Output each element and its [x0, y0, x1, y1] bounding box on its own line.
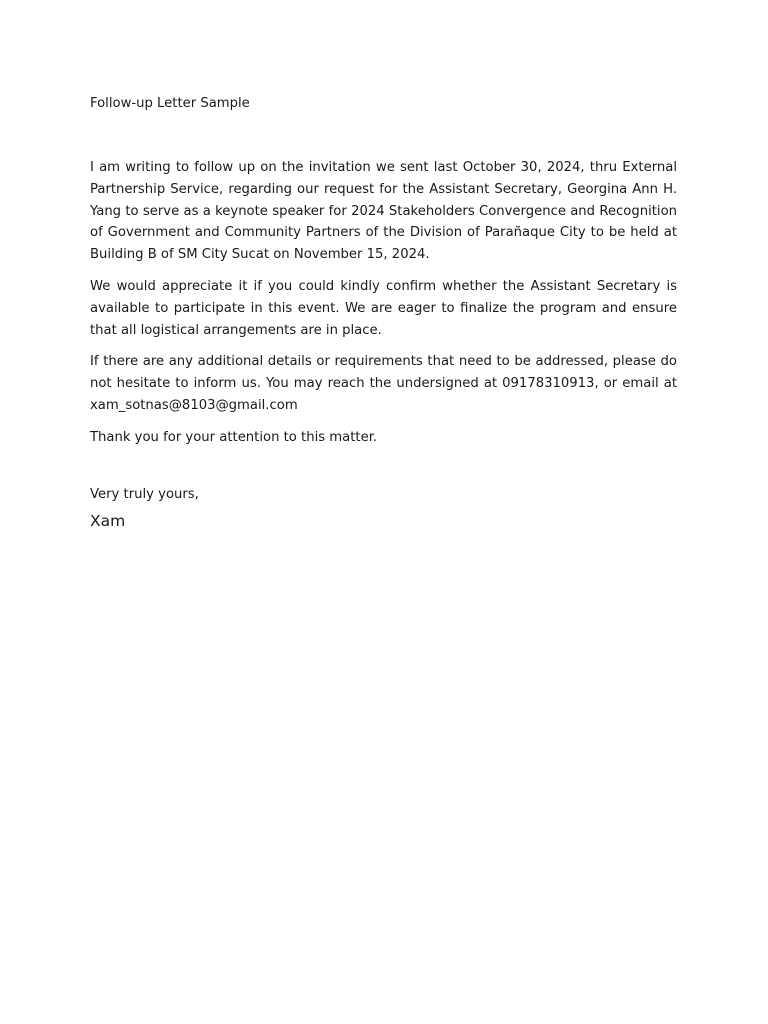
paragraph-thanks: Thank you for your attention to this matter. — [90, 429, 378, 445]
letter-body — [90, 93, 677, 531]
paragraph-confirmation-request: We would appreciate it if you could kindly confirm whether the Assistant Secretary is available to participate in this event. We are eager to finalize the program and ensure that all logistical arrangements are in place. — [90, 278, 677, 338]
letter-title: Follow-up Letter Sample — [90, 96, 250, 111]
paragraph-invitation-follow-up: I am writing to follow up on the invitation we sent last October 30, 2024, thru External Partnership Service, regarding our request for the Assistant Secretary, Georgina Ann H. Yang to serve as a keynote speaker for 2024 Stakeholders Convergence and Recognition of Government and Community Partners of the Division of Parañaque City to be held at Building B of SM City Sucat on November 15, 2024. — [90, 160, 677, 263]
letter-closing: Very truly yours, — [90, 486, 199, 502]
letter-signature: Xam — [90, 512, 126, 531]
paragraph-contact-details: If there are any additional details or requirements that need to be addressed, please do not hesitate to inform us. You may reach the undersigned at 09178310913, or email at xam_sotnas@8103@gmail.com — [90, 354, 677, 413]
